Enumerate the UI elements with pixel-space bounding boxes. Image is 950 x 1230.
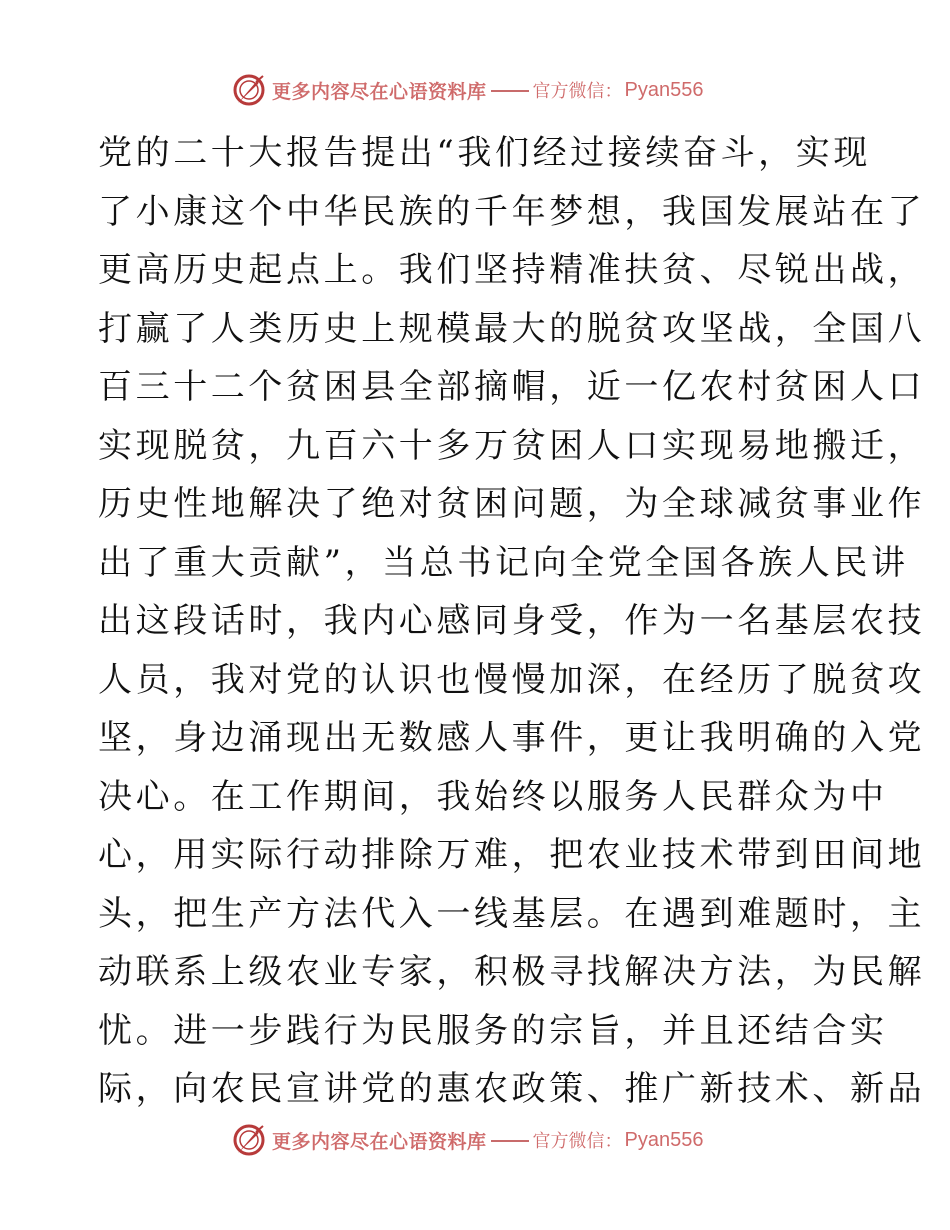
text-line: 历史性地解决了绝对贫困问题，为全球减贫事业作 xyxy=(98,484,926,524)
header-banner xyxy=(232,70,712,110)
quill-pen-logo-icon xyxy=(232,73,266,107)
text-line: 党的二十大报告提出“我们经过接续奋斗，实现 xyxy=(98,133,871,173)
text-line: 打赢了人类历史上规模最大的脱贫攻坚战，全国八 xyxy=(98,308,926,349)
text-line: 际，向农民宣讲党的惠农政策、推广新技术、新品 xyxy=(98,1069,926,1109)
text-line: 出了重大贡献”，当总书记向全党全国各族人民讲 xyxy=(98,542,909,583)
text-line: 忧。进一步践行为民服务的宗旨，并且还结合实 xyxy=(98,1010,888,1051)
banner-divider xyxy=(491,1140,529,1142)
text-line: 决心。在工作期间，我始终以服务人民群众为中 xyxy=(98,776,888,817)
footer-banner xyxy=(232,1120,712,1160)
banner-wechat-id: Pyan556 xyxy=(624,1128,704,1151)
banner-wechat-label: 官方微信： xyxy=(532,1131,623,1152)
banner-slogan: 更多内容尽在心语资料库 xyxy=(272,80,487,103)
text-line: 实现脱贫，九百六十多万贫困人口实现易地搬迁， xyxy=(98,425,926,466)
text-line: 头，把生产方法代入一线基层。在遇到难题时，主 xyxy=(98,893,926,934)
banner-wechat-label: 官方微信： xyxy=(532,81,623,102)
banner-divider xyxy=(491,90,529,92)
text-line: 了小康这个中华民族的千年梦想，我国发展站在了 xyxy=(98,191,926,232)
text-line: 人员，我对党的认识也慢慢加深，在经历了脱贫攻 xyxy=(98,659,926,700)
text-line: 心，用实际行动排除万难，把农业技术带到田间地 xyxy=(98,835,926,875)
banner-wechat-id: Pyan556 xyxy=(624,78,704,101)
banner-slogan: 更多内容尽在心语资料库 xyxy=(272,1130,487,1153)
text-line: 动联系上级农业专家，积极寻找解决方法，为民解 xyxy=(98,952,926,992)
quill-pen-logo-icon xyxy=(232,1123,266,1157)
text-line: 百三十二个贫困县全部摘帽，近一亿农村贫困人口 xyxy=(98,367,926,407)
text-line: 更高历史起点上。我们坚持精准扶贫、尽锐出战， xyxy=(98,250,926,290)
text-line: 坚，身边涌现出无数感人事件，更让我明确的入党 xyxy=(98,718,926,758)
document-body xyxy=(98,124,926,1119)
text-line: 出这段话时，我内心感同身受，作为一名基层农技 xyxy=(98,601,926,641)
